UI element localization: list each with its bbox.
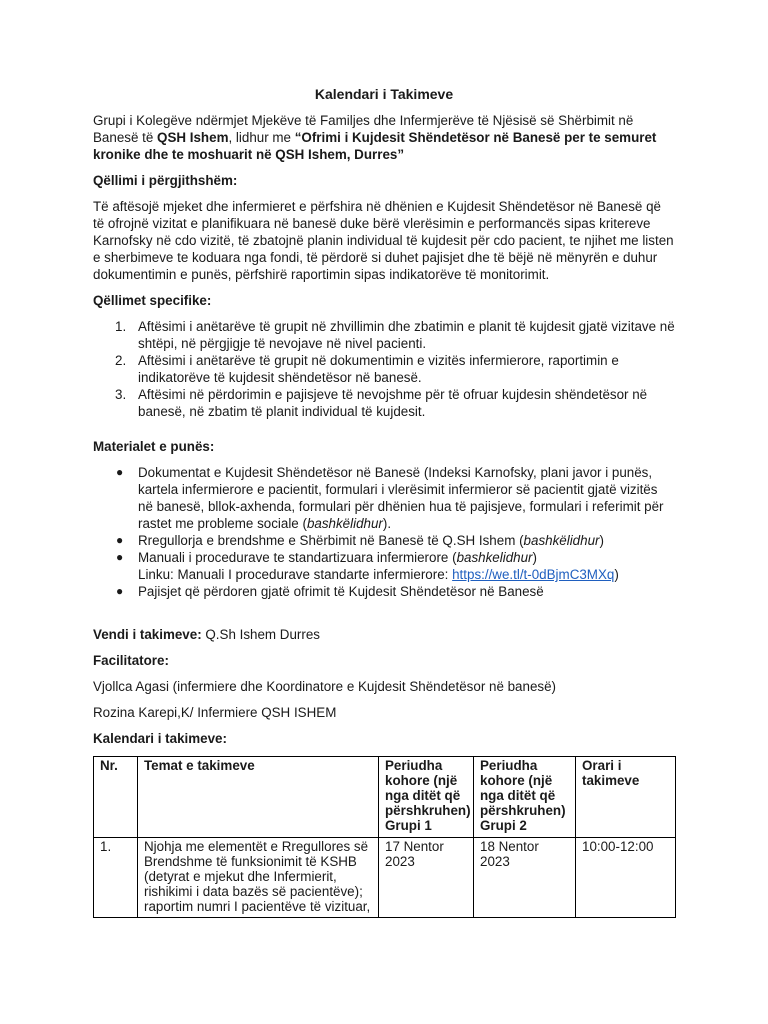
bullet-icon: ● (116, 550, 124, 564)
list-item (116, 583, 675, 600)
materials-list (93, 464, 675, 600)
venue-line (93, 626, 675, 643)
list-item-text: Pajisjet që përdoren gjatë ofrimit të Kujdesit Shëndetësor në Banesë (138, 584, 544, 599)
list-item-text-end: ) (532, 550, 537, 565)
cell-group1: 17 Nentor 2023 (379, 838, 474, 918)
cell-topic: Njohja me elementët e Rregullores së Brendshme të funksionimit të KSHB (detyrat e mjekut dhe Infermierit, rishikimi i data bazës së pacientëve); raportim numri I pacientëve të vizituar, (138, 838, 379, 918)
document-page (93, 86, 675, 918)
list-item-italic: bashkëlidhur (523, 533, 600, 548)
list-item (116, 532, 675, 549)
list-item (116, 549, 675, 583)
list-item (116, 464, 675, 532)
bullet-icon: ● (116, 584, 124, 598)
list-item-text-end: ) (599, 533, 604, 548)
calendar-table (93, 756, 676, 918)
column-header-nr: Nr. (94, 757, 138, 838)
table-header-row (94, 757, 676, 838)
list-number: 3. (115, 387, 127, 402)
column-header-time: Orari i takimeve (576, 757, 676, 838)
column-header-topic: Temat e takimeve (138, 757, 379, 838)
materials-heading: Materialet e punës: (93, 439, 215, 454)
list-item-text: Rregullorja e brendshme e Shërbimit në Banesë të Q.SH Ishem ( (138, 533, 524, 548)
bullet-icon: ● (116, 533, 124, 547)
general-goal-heading: Qëllimi i përgjithshëm: (93, 173, 238, 188)
list-number: 1. (115, 319, 127, 334)
column-header-group2: Periudha kohore (një nga ditët që përshkruhen) Grupi 2 (474, 757, 576, 838)
link-end: ) (614, 567, 619, 582)
list-item-text: Aftësimi i anëtarëve të grupit në zhvillimin dhe zbatimin e planit të kujdesit gjatë vizitave në shtëpi, në përgjigje të nevojave në nivel pacienti. (138, 319, 675, 351)
list-item-text-end: ). (382, 516, 392, 531)
table-row (94, 838, 676, 918)
intro-text-2: , lidhur me (228, 130, 295, 145)
general-goal-text: Të aftësojë mjeket dhe infermieret e përfshira në dhënien e Kujdesit Shëndetësor në Banesë që të ofrojnë vizitat e planifikuara në banesë duke bërë vlerësimin e performancës sipas kritereve Karnofsky në cdo vizitë, të zbatojnë planin individual të kujdesit për cdo pacient, te njihet me listen e sherbimeve te koduara nga fondi, të përdorë si duhet pajisjet dhe të bëjë në mënyrën e duhur dokumentimin e punës, përfshirë raportimin sipas indikatorëve të monitorimit. (93, 199, 674, 282)
intro-paragraph (93, 112, 675, 163)
specific-goals-list (93, 318, 675, 420)
cell-time: 10:00-12:00 (576, 838, 676, 918)
specific-goals-heading: Qëllimet specifike: (93, 293, 212, 308)
document-title: Kalendari i Takimeve (314, 86, 454, 102)
manual-link[interactable]: https://we.tl/t-0dBjmC3MXq (452, 567, 615, 582)
list-item-italic: bashkelidhur (456, 550, 533, 565)
list-item-text: Aftësimi i anëtarëve të grupit në dokumentimin e vizitës infermierore, raportimin e indikatorëve të kujdesit shëndetësor në banesë. (138, 353, 619, 385)
calendar-heading: Kalendari i takimeve: (93, 731, 227, 746)
list-item-text: Aftësimi në përdorimin e pajisjeve të nevojshme për të ofruar kujdesin shëndetësor në banesë, në zbatim të planit individual të kujdesit. (138, 387, 648, 419)
list-number: 2. (115, 353, 127, 368)
list-item (115, 386, 675, 420)
bullet-icon: ● (116, 465, 124, 479)
intro-text-1: Grupi i Kolegëve ndërmjet Mjekëve të Familjes dhe Infermjerëve të Njësisë së Shërbimit në Banesë të (93, 113, 634, 145)
list-item-text: Dokumentat e Kujdesit Shëndetësor në Banesë (Indeksi Karnofsky, plani javor i punës, kartela infermierore e pacientit, formulari i vlerësimit infermieror së pacientit gjatë vizitës në banesë, bllok-axhenda, formulari për dhënien hua të pajisjeve, formulari i referimit për rastet me probleme sociale ( (138, 465, 664, 531)
list-item-italic: bashkëlidhur (306, 516, 383, 531)
cell-nr: 1. (94, 838, 138, 918)
intro-bold-1: QSH Ishem (157, 130, 229, 145)
venue-label: Vendi i takimeve: (93, 627, 202, 642)
list-item (115, 352, 675, 386)
column-header-group1: Periudha kohore (një nga ditët që përshkruhen) Grupi 1 (379, 757, 474, 838)
facilitator-1: Vjollca Agasi (infermiere dhe Koordinatore e Kujdesit Shëndetësor në banesë) (93, 679, 557, 694)
facilitator-2: Rozina Karepi,K/ Infermiere QSH ISHEM (93, 705, 337, 720)
intro-bold-2: “Ofrimi i Kujdesit Shëndetësor në Banesë per te semuret kronike dhe te moshuarit në QSH Ishem, Durres” (93, 130, 657, 162)
link-label: Linku: Manuali I procedurave standarte infermierore: (138, 567, 453, 582)
list-item-text: Manuali i procedurave te standartizuara infermierore ( (138, 550, 457, 565)
venue-value: Q.Sh Ishem Durres (201, 627, 320, 642)
list-item (115, 318, 675, 352)
facilitators-heading: Facilitatore: (93, 653, 169, 668)
cell-group2: 18 Nentor 2023 (474, 838, 576, 918)
